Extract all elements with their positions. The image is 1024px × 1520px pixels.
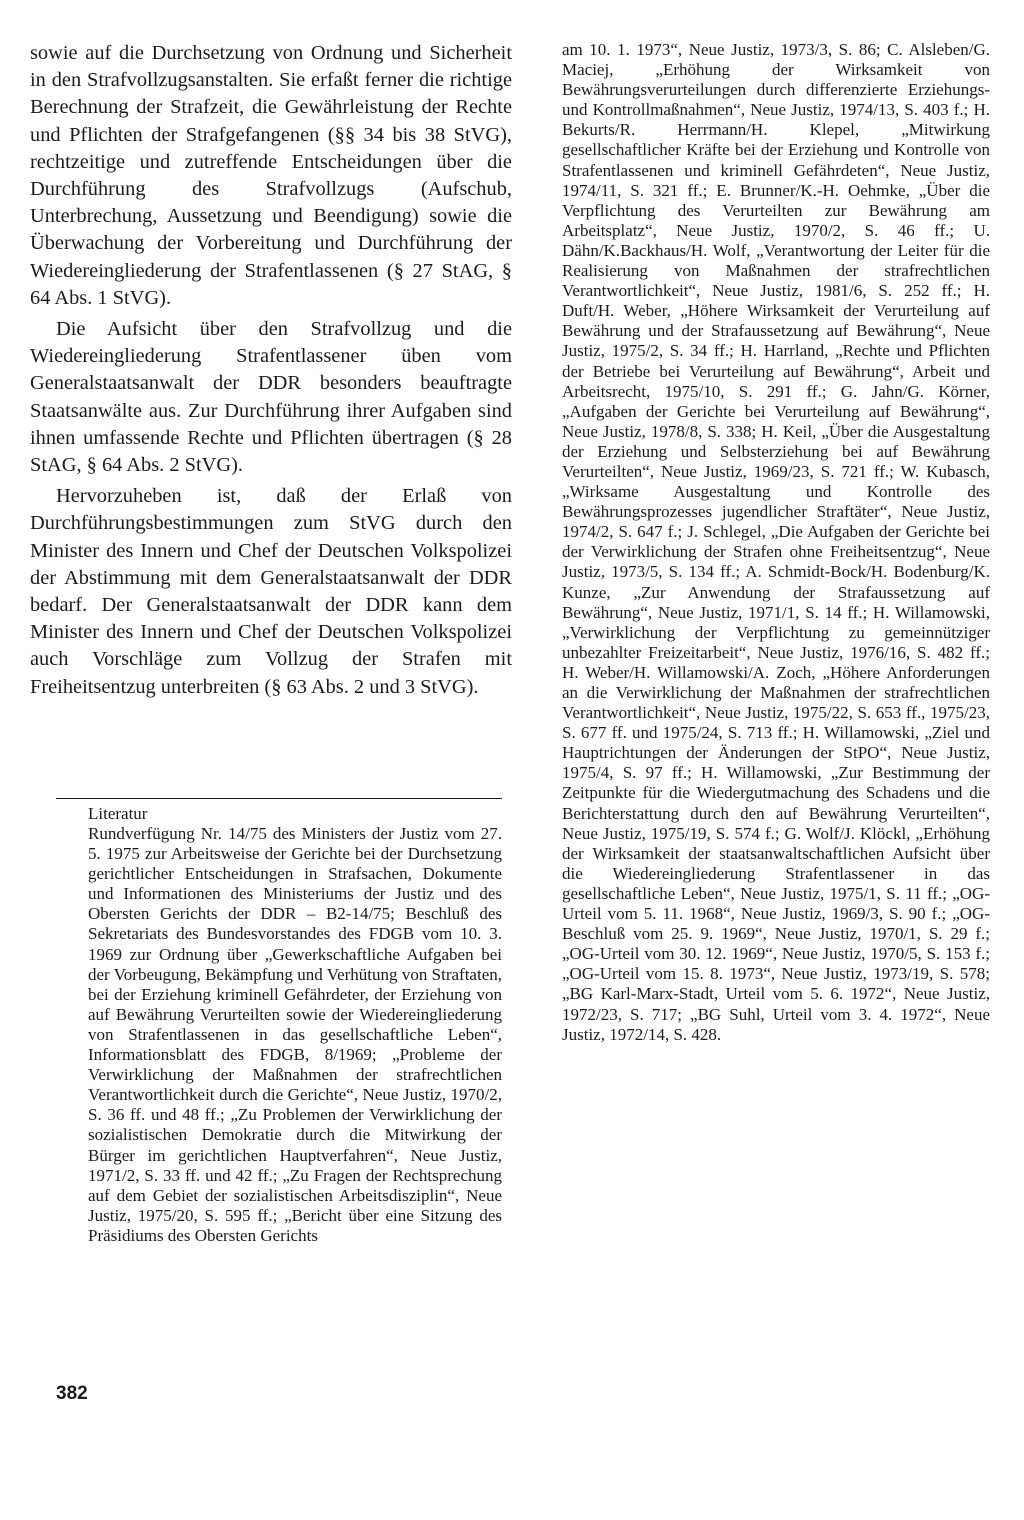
- body-paragraph-1: sowie auf die Durchsetzung von Ordnung und Sicherheit in den Strafvollzugsanstalten. Sie erfaßt ferner die richtige Berechnung der Strafzeit, die Gewährleistung der Rechte und Pflichten der Strafgefangenen (§§ 34 bis 38 StVG), rechtzeitige und zutreffende Entscheidungen über die Durchführung des Strafvollzugs (Aufschub, Unterbrechung, Aussetzung und Beendigung) sowie die Überwachung der Vorbereitung und Durchführung der Wiedereingliederung der Strafentlassenen (§ 27 StAG, § 64 Abs. 1 StVG).: [30, 42, 512, 309]
- literature-section: [88, 804, 502, 1246]
- body-paragraph-3: Hervorzuheben ist, daß der Erlaß von Durchführungsbestimmungen zum StVG durch den Minister des Innern und Chef der Deutschen Volkspolizei der Abstimmung mit dem Generalstaatsanwalt der DDR bedarf. Der Generalstaatsanwalt der DDR kann dem Minister des Innern und Chef der Deutschen Volkspolizei auch Vorschläge zum Vollzug der Strafen mit Freiheitsentzug unterbreiten (§ 63 Abs. 2 und 3 StVG).: [30, 485, 512, 698]
- literature-text: Rundverfügung Nr. 14/75 des Ministers der Justiz vom 27. 5. 1975 zur Arbeitsweise der Gerichte bei der Durchsetzung gerichtlicher Entscheidungen in Strafsachen, Dokumente und Informationen des Ministeriums der Justiz und des Obersten Gerichts der DDR – B2-14/75; Beschluß des Sekretariats des Bundesvorstandes des FDGB vom 10. 3. 1969 zur Ordnung über „Gewerkschaftliche Aufgaben bei der Vorbeugung, Bekämpfung und Verhütung von Straftaten, bei der Erziehung kriminell Gefährdeter, der Erziehung von auf Bewährung Verurteilten sowie der Wiedereingliederung von Strafentlassenen in das gesellschaftliche Leben“, Informationsblatt des FDGB, 8/1969; „Probleme der Verwirklichung der Maßnahmen der strafrechtlichen Verantwortlichkeit durch die Gerichte“, Neue Justiz, 1970/2, S. 36 ff. und 48 ff.; „Zu Problemen der Verwirklichung der sozialistischen Demokratie durch die Mitwirkung der Bürger im gerichtlichen Hauptverfahren“, Neue Justiz, 1971/2, S. 33 ff. und 42 ff.; „Zu Fragen der Rechtsprechung auf dem Gebiet der sozialistischen Arbeitsdisziplin“, Neue Justiz, 1975/20, S. 595 ff.; „Bericht über eine Sitzung des Präsidiums des Obersten Gerichts: [88, 824, 502, 1245]
- left-column: [30, 40, 512, 705]
- literature-continuation: am 10. 1. 1973“, Neue Justiz, 1973/3, S. 86; C. Alsleben/G. Maciej, „Erhöhung der Wirksamkeit von Bewährungsverurteilungen durch differenzierte Erziehungs- und Kontrollmaßnahmen“, Neue Justiz, 1974/13, S. 403 f.; H. Bekurts/R. Herrmann/H. Klepel, „Mitwirkung gesellschaftlicher Kräfte bei der Erziehung und Kontrolle von Strafentlassenen und kriminell Gefährdeten“, Neue Justiz, 1974/11, S. 321 ff.; E. Brunner/K.-H. Oehmke, „Über die Verpflichtung des Verurteilten zur Bewährung am Arbeitsplatz“, Neue Justiz, 1970/2, S. 46 ff.; U. Dähn/K.Backhaus/H. Wolf, „Verantwortung der Leiter für die Realisierung von Maßnahmen der strafrechtlichen Verantwortlichkeit“, Neue Justiz, 1981/6, S. 252 ff.; H. Duft/H. Weber, „Höhere Wirksamkeit der Verurteilung auf Bewährung und der Strafaussetzung auf Bewährung“, Neue Justiz, 1975/2, S. 34 ff.; H. Harrland, „Rechte und Pflichten der Betriebe bei Verurteilung auf Bewährung“, Arbeit und Arbeitsrecht, 1975/10, S. 291 ff.; G. Jahn/G. Körner, „Aufgaben der Gerichte bei Verurteilung auf Bewährung“, Neue Justiz, 1978/8, S. 338; H. Keil, „Über die Ausgestaltung der Erziehung und Selbsterziehung bei auf Bewährung Verurteilten“, Neue Justiz, 1969/23, S. 721 ff.; W. Kubasch, „Wirksame Ausgestaltung und Kontrolle des Bewährungsprozesses jugendlicher Straftäter“, Neue Justiz, 1974/2, S. 647 f.; J. Schlegel, „Die Aufgaben der Gerichte bei der Verwirklichung der Strafen ohne Freiheitsentzug“, Neue Justiz, 1973/5, S. 134 ff.; A. Schmidt-Bock/H. Bodenburg/K. Kunze, „Zur Anwendung der Strafaussetzung auf Bewährung“, Neue Justiz, 1971/1, S. 14 ff.; H. Willamowski, „Verwirklichung der Verpflichtung zu gemeinnütziger unbezahlter Freizeitarbeit“, Neue Justiz, 1976/16, S. 482 ff.; H. Weber/H. Willamowski/A. Zoch, „Höhere Anforderungen an die Verwirklichung der Maßnahmen der strafrechtlichen Verantwortlichkeit“, Neue Justiz, 1975/22, S. 653 ff., 1975/23, S. 677 ff. und 1975/24, S. 713 ff.; H. Willamowski, „Ziel und Hauptrichtungen der Änderungen der StPO“, Neue Justiz, 1975/4, S. 97 ff.; H. Willamowski, „Zur Bestimmung der Zeitpunkte für die Wiedergutmachung des Schadens und die Berichterstattung durch den auf Bewährung Verurteilten“, Neue Justiz, 1975/19, S. 574 f.; G. Wolf/J. Klöckl, „Erhöhung der Wirksamkeit der staatsanwaltschaftlichen Aufsicht über die Wiedereingliederung Strafentlassener in das gesellschaftliche Leben“, Neue Justiz, 1975/1, S. 11 ff.; „OG-Urteil vom 5. 11. 1968“, Neue Justiz, 1969/3, S. 90 f.; „OG-Beschluß vom 25. 9. 1969“, Neue Justiz, 1970/1, S. 29 f.; „OG-Urteil vom 30. 12. 1969“, Neue Justiz, 1970/5, S. 153 f.; „OG-Urteil vom 15. 8. 1973“, Neue Justiz, 1973/19, S. 578; „BG Karl-Marx-Stadt, Urteil vom 5. 6. 1972“, Neue Justiz, 1972/23, S. 717; „BG Suhl, Urteil vom 3. 4. 1972“, Neue Justiz, 1972/14, S. 428.: [562, 40, 990, 1044]
- page-number: 382: [56, 1383, 88, 1404]
- literature-heading: Literatur: [88, 804, 148, 823]
- footnote-divider: [56, 798, 502, 799]
- body-paragraph-2: Die Aufsicht über den Strafvollzug und die Wiedereingliederung Strafentlassener üben vom Generalstaatsanwalt der DDR besonders beauftragte Staatsanwälte aus. Zur Durchführung ihrer Aufgaben sind ihnen umfassende Rechte und Pflichten übertragen (§ 28 StAG, § 64 Abs. 2 StVG).: [30, 318, 512, 477]
